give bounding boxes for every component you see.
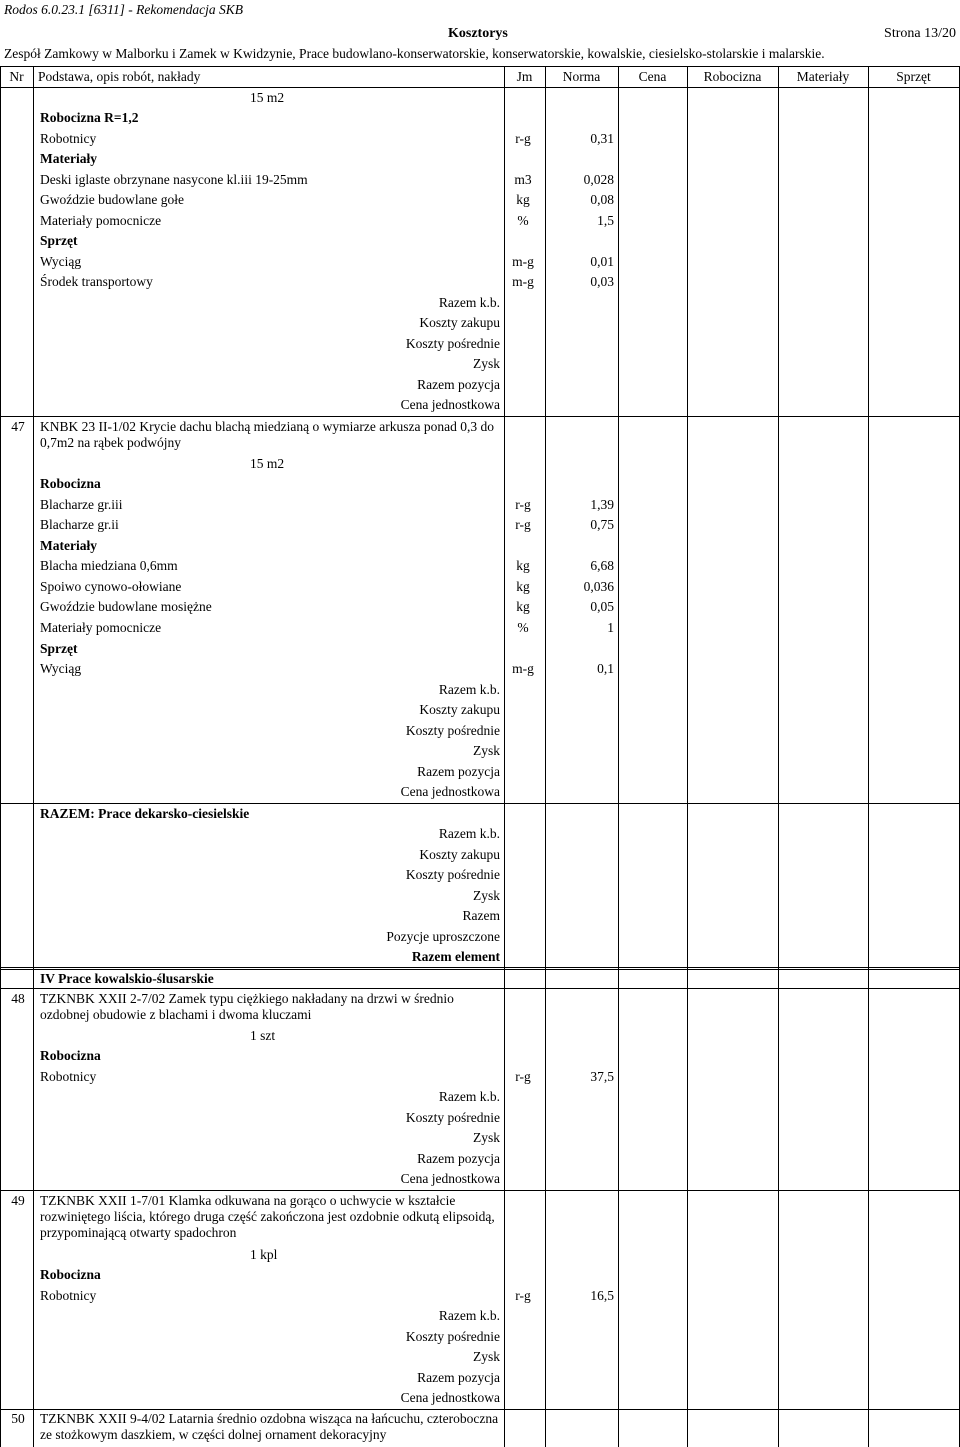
resource-name: Wyciąg [40, 254, 82, 269]
norm: 16,5 [590, 1288, 614, 1303]
resource-name: Gwoździe budowlane mosiężne [40, 599, 212, 614]
resource-name: Robotnicy [40, 1069, 97, 1084]
table-row [0, 515, 960, 535]
column-header-nr: Nr [9, 69, 24, 84]
table-row [0, 845, 960, 865]
table-row [0, 1128, 960, 1148]
table-row [0, 190, 960, 210]
table-row [0, 495, 960, 515]
app-title: Rodos 6.0.23.1 [6311] - Rekomendacja SKB [4, 2, 243, 17]
resource-name: Blacharze gr.ii [40, 517, 119, 532]
table-row [0, 865, 960, 885]
element-total-label: Razem element [411, 949, 500, 964]
table-row [0, 108, 960, 128]
column-header-robocizna: Robocizna [703, 69, 762, 84]
table-row [0, 762, 960, 782]
table-row [0, 334, 960, 354]
table-row [0, 927, 960, 947]
sum-label: Zysk [473, 743, 500, 758]
section-label: Robocizna [40, 1048, 101, 1063]
sum-label: Razem k.b. [438, 1308, 500, 1323]
resource-name: Materiały pomocnicze [40, 213, 162, 228]
resource-name: Robotnicy [40, 1288, 97, 1303]
row-separator [0, 1409, 960, 1410]
table-row [0, 1368, 960, 1388]
table-row [0, 577, 960, 597]
table-row [0, 1327, 960, 1347]
table-row [0, 1347, 960, 1367]
resource-name: Blacha miedziana 0,6mm [40, 558, 178, 573]
resource-name: Środek transportowy [40, 274, 153, 289]
table-row [0, 313, 960, 333]
section-label: Sprzęt [40, 233, 78, 248]
section-label: Sprzęt [40, 641, 78, 656]
norm: 0,05 [590, 599, 614, 614]
table-row [0, 556, 960, 576]
resource-name: Robotnicy [40, 131, 97, 146]
table-row [0, 1265, 960, 1285]
column-header-norma: Norma [562, 69, 601, 84]
sum-label: Cena jednostkowa [400, 1171, 500, 1186]
column-header-jm: Jm [516, 69, 533, 84]
table-row [0, 1087, 960, 1107]
project-name: Zespół Zamkowy w Malborku i Zamek w Kwidzynie, Prace budowlano-konserwatorskie, konserwatorskie, kowalskie, ciesielsko-stolarskie i malarskie. [4, 46, 825, 61]
resource-name: Spoiwo cynowo-ołowiane [40, 579, 182, 594]
position-number: 50 [11, 1411, 25, 1426]
norm: 0,03 [590, 274, 614, 289]
table-row [0, 969, 960, 989]
norm: 0,01 [590, 254, 614, 269]
table-row [0, 354, 960, 374]
sum-label: Razem k.b. [438, 682, 500, 697]
column-header-description: Podstawa, opis robót, nakłady [38, 69, 201, 84]
norm: 37,5 [590, 1069, 614, 1084]
resource-name: Wyciąg [40, 661, 82, 676]
section-label: Robocizna [40, 476, 101, 491]
sum-label: Koszty zakupu [419, 702, 500, 717]
table-row [0, 700, 960, 720]
table-row [0, 1286, 960, 1306]
table-row [0, 272, 960, 292]
section-label: Robocizna [40, 1267, 101, 1282]
unit: m3 [514, 172, 532, 187]
table-row [0, 1245, 960, 1265]
position-number: 49 [11, 1193, 25, 1208]
table-row [0, 1306, 960, 1326]
sum-label: Koszty pośrednie [405, 723, 500, 738]
sum-label: Zysk [473, 1130, 500, 1145]
unit: r-g [515, 517, 531, 532]
unit: r-g [515, 131, 531, 146]
table-row [0, 231, 960, 251]
table-row [0, 824, 960, 844]
row-separator [0, 1190, 960, 1191]
position-number: 48 [11, 991, 25, 1006]
sum-label: Koszty zakupu [419, 847, 500, 862]
table-row [0, 886, 960, 906]
table-row [0, 721, 960, 741]
table-row [0, 252, 960, 272]
sum-label: Razem k.b. [438, 295, 500, 310]
section-label: Materiały [40, 151, 97, 166]
table-row [0, 906, 960, 926]
table-row [0, 804, 960, 824]
norm: 1 [607, 620, 614, 635]
unit: r-g [515, 1288, 531, 1303]
sum-label: Razem [462, 908, 500, 923]
table-row [0, 211, 960, 231]
sum-label: Koszty pośrednie [405, 867, 500, 882]
norm: 6,68 [590, 558, 614, 573]
table-row [0, 947, 960, 967]
table-row [0, 149, 960, 169]
resource-name: Deski iglaste obrzynane nasycone kl.iii 19-25mm [40, 172, 308, 187]
unit: % [517, 620, 529, 635]
table-row [0, 170, 960, 190]
sum-label: Razem pozycja [417, 764, 500, 779]
position-description: KNBK 23 II-1/02 Krycie dachu blachą miedzianą o wymiarze arkusza ponad 0,3 do 0,7m2 na rąbek podwójny [40, 419, 494, 450]
section-heading: IV Prace kowalskio-ślusarskie [40, 971, 214, 986]
resource-name: Gwoździe budowlane gołe [40, 192, 184, 207]
table-row [0, 129, 960, 149]
norm: 0,75 [590, 517, 614, 532]
norm: 0,08 [590, 192, 614, 207]
unit: kg [516, 579, 530, 594]
norm: 0,1 [597, 661, 614, 676]
table-row [0, 474, 960, 494]
document-title: Kosztorys [448, 26, 508, 41]
table-row [0, 1046, 960, 1066]
sum-label: Koszty zakupu [419, 315, 500, 330]
norm: 0,028 [583, 172, 614, 187]
row-separator [0, 988, 960, 989]
table-row [0, 1169, 960, 1189]
norm: 1,39 [590, 497, 614, 512]
page-number: Strona 13/20 [884, 26, 956, 41]
sum-label: Koszty pośrednie [405, 1329, 500, 1344]
unit: kg [516, 192, 530, 207]
unit: kg [516, 558, 530, 573]
quantity: 1 kpl [250, 1247, 278, 1262]
table-row [0, 1108, 960, 1128]
sum-label: Razem k.b. [438, 1089, 500, 1104]
table-row [0, 639, 960, 659]
norm: 1,5 [597, 213, 614, 228]
sum-label: Zysk [473, 888, 500, 903]
table-row [0, 395, 960, 415]
sum-label: Razem pozycja [417, 1151, 500, 1166]
position-description: TZKNBK XXII 9-4/02 Latarnia średnio ozdobna wisząca na łańcuchu, czteroboczna ze stożkowym daszkiem, w części dolnej ornament dekoracyjny [40, 1411, 499, 1442]
position-description: TZKNBK XXII 2-7/02 Zamek typu ciężkiego nakładany na drzwi w średnio ozdobnej obudowie z blachami i dwoma kluczami [40, 991, 454, 1022]
norm: 0,31 [590, 131, 614, 146]
column-header-cena: Cena [638, 69, 667, 84]
sum-label: Pozycje uproszczone [386, 929, 500, 944]
sum-label: Koszty pośrednie [405, 336, 500, 351]
table-row [0, 536, 960, 556]
unit: m-g [512, 274, 534, 289]
table-row [0, 1067, 960, 1087]
table-row [0, 1149, 960, 1169]
norm: 0,036 [583, 579, 614, 594]
table-row [0, 597, 960, 617]
row-separator [0, 416, 960, 417]
quantity: 15 m2 [250, 90, 285, 105]
table-row [0, 88, 960, 108]
resource-name: Blacharze gr.iii [40, 497, 123, 512]
section-label: Materiały [40, 538, 97, 553]
position-number: 47 [11, 419, 25, 434]
table-row [0, 618, 960, 638]
sum-label: Razem pozycja [417, 1370, 500, 1385]
sum-label: Cena jednostkowa [400, 397, 500, 412]
table-row [0, 454, 960, 474]
column-header-sprzet: Sprzęt [896, 69, 931, 84]
position-description: TZKNBK XXII 1-7/01 Klamka odkuwana na gorąco o uchwycie w kształcie rozwiniętego liścia, którego druga część zakończona jest ozdobnie odkutą elipsoidą, przypominającą otwarty spadochron [40, 1193, 495, 1240]
unit: m-g [512, 661, 534, 676]
table-row [0, 659, 960, 679]
sum-label: Razem pozycja [417, 377, 500, 392]
sum-label: Koszty pośrednie [405, 1110, 500, 1125]
table-row [0, 293, 960, 313]
unit: r-g [515, 1069, 531, 1084]
quantity: 15 m2 [250, 456, 285, 471]
sum-label: Zysk [473, 1349, 500, 1364]
sum-label: Cena jednostkowa [400, 784, 500, 799]
unit: m-g [512, 254, 534, 269]
summary-title: RAZEM: Prace dekarsko-ciesielskie [40, 806, 250, 821]
table-row [0, 375, 960, 395]
table-row [0, 680, 960, 700]
section-label: Robocizna R=1,2 [40, 110, 139, 125]
resource-name: Materiały pomocnicze [40, 620, 162, 635]
unit: % [517, 213, 529, 228]
unit: kg [516, 599, 530, 614]
column-header-materialy: Materiały [796, 69, 850, 84]
sum-label: Zysk [473, 356, 500, 371]
unit: r-g [515, 497, 531, 512]
table-row [0, 1026, 960, 1046]
table-row [0, 741, 960, 761]
table-row [0, 782, 960, 802]
table-row [0, 1388, 960, 1408]
sum-label: Cena jednostkowa [400, 1390, 500, 1405]
quantity: 1 szt [250, 1028, 276, 1043]
sum-label: Razem k.b. [438, 826, 500, 841]
